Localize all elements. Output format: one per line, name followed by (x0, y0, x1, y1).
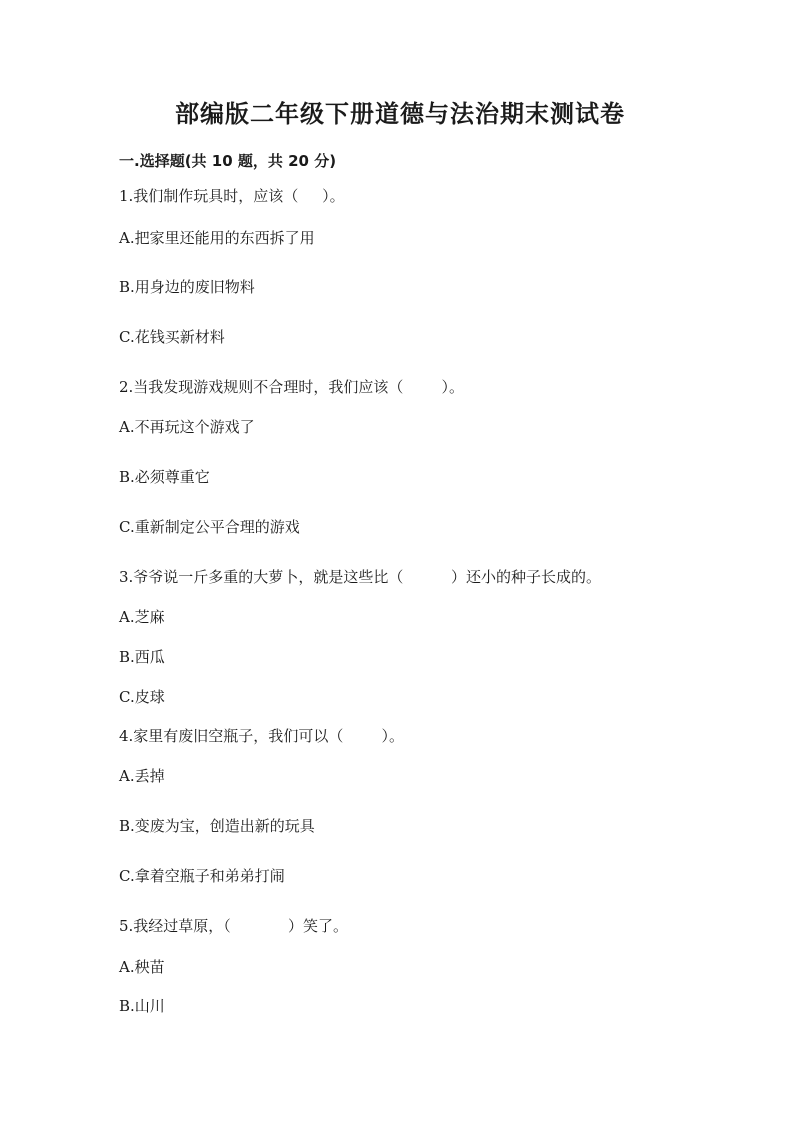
question-4-option-c: C.拿着空瓶子和弟弟打闹 (119, 867, 285, 885)
question-3-option-b: B.西瓜 (119, 648, 165, 666)
question-3-option-c: C.皮球 (119, 688, 165, 706)
question-5-option-b: B.山川 (119, 997, 165, 1015)
question-1-option-b: B.用身边的废旧物料 (119, 278, 255, 296)
question-1-stem: 1.我们制作玩具时，应该（ ）。 (119, 187, 345, 205)
question-4-stem: 4.家里有废旧空瓶子，我们可以（ ）。 (119, 727, 404, 745)
question-5-stem: 5.我经过草原，（ ）笑了。 (119, 917, 349, 935)
question-1-option-a: A.把家里还能用的东西拆了用 (119, 229, 315, 247)
question-5-option-a: A.秧苗 (119, 958, 165, 976)
question-3-stem: 3.爷爷说一斤多重的大萝卜，就是这些比（ ）还小的种子长成的。 (119, 568, 601, 586)
question-3-option-a: A.芝麻 (119, 608, 165, 626)
question-2-stem: 2.当我发现游戏规则不合理时，我们应该（ ）。 (119, 378, 464, 396)
question-2-option-c: C.重新制定公平合理的游戏 (119, 518, 300, 536)
page-title: 部编版二年级下册道德与法治期末测试卷 (175, 100, 625, 128)
question-2-option-b: B.必须尊重它 (119, 468, 210, 486)
question-4-option-b: B.变废为宝，创造出新的玩具 (119, 817, 315, 835)
section-heading: 一.选择题(共 10 题，共 20 分) (119, 152, 337, 170)
question-2-option-a: A.不再玩这个游戏了 (119, 418, 255, 436)
question-1-option-c: C.花钱买新材料 (119, 328, 225, 346)
question-4-option-a: A.丢掉 (119, 767, 165, 785)
